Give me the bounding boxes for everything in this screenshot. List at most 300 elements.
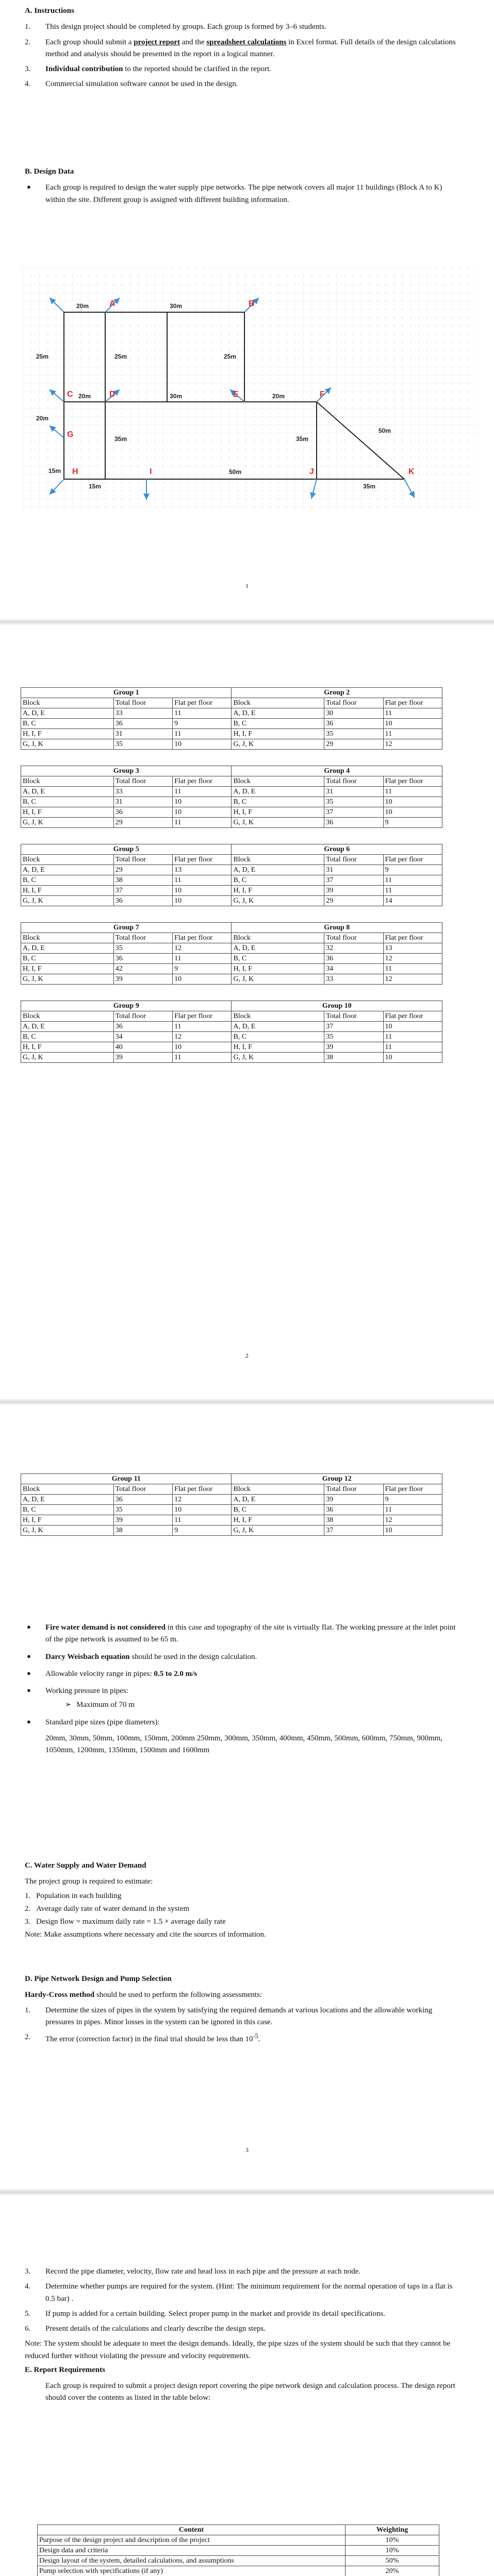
demand-item-3 [25, 1916, 458, 1928]
col-flat-per-floor: Flat per floor [173, 1484, 232, 1495]
col-flat-per-floor: Flat per floor [173, 776, 232, 787]
col-flat-per-floor: Flat per floor [173, 698, 232, 708]
list-number: 2. [25, 38, 31, 46]
instruction-1 [25, 21, 458, 33]
table-row [21, 739, 442, 750]
group-table-pair [21, 1001, 442, 1063]
col-block: Block [232, 1011, 324, 1022]
list-number: 3. [25, 65, 31, 73]
table-cell: 29 [113, 865, 172, 875]
table-row [21, 865, 442, 875]
table-cell: B, C [232, 719, 324, 729]
table-cell: 10 [173, 886, 232, 896]
table-cell: 37 [324, 875, 383, 886]
table-cell: H, I, F [232, 1042, 324, 1053]
list-number: 5. [25, 2309, 31, 2318]
col-block: Block [21, 855, 114, 865]
table-row [21, 1022, 442, 1032]
table-cell: A, D, E [232, 1022, 324, 1032]
table-cell: 12 [383, 974, 442, 985]
bullet-text: should be used in the design calculation. [129, 1652, 257, 1661]
node-k: K [408, 467, 415, 476]
instructions-list [25, 21, 458, 90]
list-number: 2. [25, 1904, 31, 1913]
table-cell: 11 [173, 708, 232, 719]
col-total-floor: Total floor [113, 933, 172, 943]
table-cell: 31 [113, 797, 172, 807]
table-cell: 36 [113, 1022, 172, 1032]
report-row [38, 2546, 439, 2556]
table-row [21, 1526, 442, 1536]
table-cell: 40 [113, 1042, 172, 1053]
table-cell: 36 [324, 1505, 383, 1515]
table-cell: 36 [113, 1495, 172, 1505]
table-cell: 12 [173, 1032, 232, 1042]
col-block: Block [21, 933, 114, 943]
group-title: Group 2 [232, 688, 442, 698]
design-data-bullet: ● Each group is required to design the water supply pipe networks. The pipe network covers all major 11 buildings (Block A to K) within the site. Different group is assigned with different building information. [25, 182, 458, 206]
col-flat-per-floor: Flat per floor [173, 933, 232, 943]
table-cell: 9 [383, 818, 442, 828]
table-cell: H, I, F [21, 886, 114, 896]
table-cell: A, D, E [21, 943, 114, 954]
group-title-row [21, 766, 442, 776]
table-cell: G, J, K [21, 739, 114, 750]
table-cell: B, C [232, 1032, 324, 1042]
fire-water-bullet [25, 1622, 458, 1646]
table-cell: B, C [232, 1505, 324, 1515]
table-cell: 35 [324, 1032, 383, 1042]
table-cell: G, J, K [232, 1053, 324, 1063]
table-cell: G, J, K [232, 974, 324, 985]
table-cell: G, J, K [21, 896, 114, 906]
group-header-row [21, 1011, 442, 1022]
table-cell: 11 [383, 1042, 442, 1053]
velocity-range: 0.5 to 2.0 m/s [154, 1669, 197, 1678]
table-cell: 38 [324, 1053, 383, 1063]
page-2 [0, 625, 494, 1398]
table-cell: 11 [173, 1022, 232, 1032]
node-a: A [109, 299, 116, 308]
darcy-bullet [25, 1651, 458, 1663]
table-cell: 32 [324, 943, 383, 954]
assumptions-section [25, 1622, 458, 1761]
table-cell: 11 [383, 1032, 442, 1042]
table-cell: H, I, F [232, 886, 324, 896]
table-cell: B, C [21, 1032, 114, 1042]
table-cell: A, D, E [21, 708, 114, 719]
individual-contribution-emphasis: Individual contribution [45, 65, 123, 73]
table-cell: 37 [113, 886, 172, 896]
fire-water-emphasis: Fire water demand is not considered [45, 1623, 166, 1632]
table-cell: 13 [383, 943, 442, 954]
col-flat-per-floor: Flat per floor [383, 1484, 442, 1495]
table-cell: 38 [113, 1526, 172, 1536]
group-title: Group 6 [232, 844, 442, 855]
col-block: Block [232, 776, 324, 787]
table-cell: 14 [383, 896, 442, 906]
report-weight-cell: 10% [345, 2546, 439, 2556]
table-row [21, 1515, 442, 1526]
table-cell: 10 [383, 719, 442, 729]
len-ij: 50m [229, 468, 242, 476]
table-row [21, 818, 442, 828]
table-cell: 37 [324, 1526, 383, 1536]
len-top-left: 20m [76, 302, 89, 310]
pipe-design-item-3 [25, 2266, 458, 2278]
list-number: 3. [25, 1918, 31, 1926]
table-cell: A, D, E [21, 865, 114, 875]
instruction-text: in Excel format. Full details of the design calculations method and analysis should be presented in the report in a logical manner. [45, 38, 456, 58]
report-content-cell: Design data and criteria [38, 2546, 345, 2556]
table-row [21, 1495, 442, 1505]
page-1 [0, 0, 494, 618]
len-di: 35m [114, 435, 127, 443]
instruction-2 [25, 37, 458, 61]
list-number: 3. [25, 2267, 31, 2276]
len-jk: 35m [363, 483, 376, 490]
pressure-max: ➢ Maximum of 70 m [45, 1699, 458, 1711]
group-table-pair [21, 844, 442, 906]
table-cell: B, C [21, 875, 114, 886]
table-cell: B, C [21, 719, 114, 729]
table-cell: 10 [173, 1505, 232, 1515]
table-cell: H, I, F [21, 1515, 114, 1526]
table-cell: 36 [324, 818, 383, 828]
demand-text: Average daily rate of water demand in the system [36, 1904, 190, 1913]
table-cell: 10 [173, 974, 232, 985]
instructions-heading: A. Instructions [25, 7, 74, 15]
group-header-row [21, 855, 442, 865]
table-cell: G, J, K [21, 974, 114, 985]
table-cell: B, C [232, 954, 324, 964]
pressure-bullet [25, 1685, 458, 1711]
design-data-heading: B. Design Data [25, 167, 74, 176]
table-cell: A, D, E [21, 1022, 114, 1032]
table-cell: 31 [324, 787, 383, 797]
demand-text: Design flow = maximum daily rate = 1.5 × average daily rate [36, 1918, 226, 1926]
table-cell: 35 [113, 1505, 172, 1515]
page-separator [0, 618, 494, 625]
table-cell: 39 [113, 974, 172, 985]
pipe-design-list-b [25, 2266, 458, 2335]
hardy-cross-emphasis: Hardy-Cross method [25, 1991, 95, 1999]
table-cell: 39 [324, 1042, 383, 1053]
item-text: If pump is added for a certain building. Select proper pump in the market and provide its detail specifications. [45, 2309, 385, 2318]
group-header-row [21, 776, 442, 787]
col-total-floor: Total floor [113, 1011, 172, 1022]
spreadsheet-emphasis: spreadsheet calculations [206, 38, 287, 46]
col-block: Block [21, 698, 114, 708]
table-cell: 10 [173, 807, 232, 818]
table-cell: 37 [324, 807, 383, 818]
table-cell: H, I, F [232, 964, 324, 974]
table-cell: 36 [113, 719, 172, 729]
table-cell: B, C [21, 954, 114, 964]
list-number: 6. [25, 2325, 31, 2333]
table-cell: H, I, F [21, 964, 114, 974]
table-cell: 39 [324, 886, 383, 896]
pipe-design-item-4 [25, 2281, 458, 2305]
len-de: 30m [170, 393, 183, 400]
table-cell: 12 [383, 954, 442, 964]
table-cell: A, D, E [21, 1495, 114, 1505]
group-title-row [21, 1001, 442, 1011]
table-cell: A, D, E [232, 865, 324, 875]
list-number: 1. [25, 23, 31, 31]
table-cell: G, J, K [232, 896, 324, 906]
table-cell: A, D, E [232, 708, 324, 719]
table-row [21, 807, 442, 818]
node-g: G [67, 430, 74, 439]
project-report-emphasis: project report [134, 38, 180, 46]
table-cell: 9 [383, 865, 442, 875]
table-cell: 10 [383, 807, 442, 818]
group-title: Group 1 [21, 688, 232, 698]
table-cell: 10 [173, 739, 232, 750]
col-total-floor: Total floor [113, 855, 172, 865]
table-cell: H, I, F [232, 807, 324, 818]
water-demand-note: Note: Make assumptions where necessary and cite the sources of information. [25, 1930, 266, 1939]
table-cell: H, I, F [21, 1042, 114, 1053]
table-cell: 11 [383, 886, 442, 896]
pipe-design-item-6 [25, 2323, 458, 2335]
page-3 [0, 1405, 494, 2189]
report-row [38, 2566, 439, 2576]
instruction-text: and the [180, 38, 207, 46]
item-exponent: -5 [253, 2032, 258, 2040]
group-title: Group 3 [21, 766, 232, 776]
demand-text: Population in each building [36, 1891, 122, 1900]
table-cell: 11 [173, 729, 232, 739]
table-row [21, 974, 442, 985]
table-cell: 10 [383, 1022, 442, 1032]
table-cell: A, D, E [21, 787, 114, 797]
group-table-pair [21, 766, 442, 828]
table-row [21, 943, 442, 954]
report-intro: Each group is required to submit a project design report covering the pipe network design and calculation process. The design report should cover the contents as listed in the table below: [45, 2382, 455, 2402]
demand-item-2 [25, 1903, 458, 1915]
table-cell: 37 [324, 1022, 383, 1032]
table-row [21, 875, 442, 886]
node-h: H [72, 467, 78, 476]
table-cell: H, I, F [232, 729, 324, 739]
group-title: Group 10 [232, 1001, 442, 1011]
table-row [21, 797, 442, 807]
pipe-design-note: Note: The system should be adequate to meet the design demands. Ideally, the pipe sizes of the system should be such that they cannot be reduced further without violating the pressure and velocity requirements. [25, 2340, 451, 2360]
item-text: The error (correction factor) in the final trial should be less than 10 [45, 2035, 253, 2043]
group-title: Group 11 [21, 1474, 232, 1484]
len-hi: 15m [89, 483, 102, 490]
table-cell: 12 [173, 1495, 232, 1505]
table-cell: 11 [383, 708, 442, 719]
len-fj: 35m [296, 435, 309, 443]
table-cell: 36 [113, 807, 172, 818]
instruction-text: Commercial simulation software cannot be used in the design. [45, 80, 238, 89]
list-number: 4. [25, 2282, 31, 2291]
bullet-text: Allowable velocity range in pipes: [45, 1669, 154, 1678]
water-demand-intro: The project group is required to estimate: [25, 1877, 153, 1886]
table-cell: 11 [173, 954, 232, 964]
report-content-cell: Pump selection with specifications (if any) [38, 2566, 345, 2576]
col-flat-per-floor: Flat per floor [383, 855, 442, 865]
group-header-row [21, 698, 442, 708]
velocity-bullet [25, 1668, 458, 1680]
table-cell: 10 [383, 797, 442, 807]
table-cell: 10 [383, 1526, 442, 1536]
pipe-design-section [25, 1973, 458, 2048]
group-title: Group 9 [21, 1001, 232, 1011]
table-cell: 35 [324, 797, 383, 807]
table-row [21, 1032, 442, 1042]
table-row [21, 787, 442, 797]
len-ad: 25m [114, 353, 127, 360]
report-col-content: Content [38, 2525, 345, 2535]
col-flat-per-floor: Flat per floor [173, 1011, 232, 1022]
table-cell: 10 [173, 896, 232, 906]
len-gh: 15m [48, 467, 61, 474]
table-row [21, 954, 442, 964]
page-number-3: 3 [245, 2146, 249, 2154]
instruction-3 [25, 63, 458, 75]
col-total-floor: Total floor [324, 855, 383, 865]
node-b: B [249, 299, 255, 308]
col-block: Block [232, 933, 324, 943]
col-block: Block [21, 1484, 114, 1495]
group-title-row [21, 923, 442, 933]
table-cell: 10 [383, 1053, 442, 1063]
node-f: F [320, 390, 325, 399]
table-cell: 31 [324, 865, 383, 875]
demand-item-1 [25, 1890, 458, 1902]
pipe-design-intro [25, 1989, 458, 2001]
col-total-floor: Total floor [324, 1011, 383, 1022]
table-cell: 12 [173, 943, 232, 954]
table-cell: 38 [324, 1515, 383, 1526]
group-title: Group 8 [232, 923, 442, 933]
table-cell: 36 [324, 954, 383, 964]
table-cell: G, J, K [21, 1053, 114, 1063]
table-cell: 36 [113, 896, 172, 906]
table-cell: 39 [113, 1053, 172, 1063]
node-d: D [109, 390, 116, 399]
item-text: Determine the sizes of pipes in the system by satisfying the required demands at various locations and the allowable working pressures in pipes. Minor losses in the system can be ignored in this case. [45, 2006, 433, 2026]
col-flat-per-floor: Flat per floor [173, 855, 232, 865]
table-cell: 11 [173, 875, 232, 886]
table-cell: 30 [324, 708, 383, 719]
group-table-pair [21, 687, 442, 750]
darcy-emphasis: Darcy Weisbach equation [45, 1652, 130, 1661]
pipe-sizes-bullet [25, 1717, 458, 1757]
col-flat-per-floor: Flat per floor [383, 776, 442, 787]
table-row [21, 886, 442, 896]
col-block: Block [232, 855, 324, 865]
table-cell: 11 [383, 729, 442, 739]
table-cell: G, J, K [21, 818, 114, 828]
page-4 [0, 2196, 494, 2576]
node-e: E [233, 390, 239, 399]
len-be: 25m [224, 353, 237, 360]
table-cell: 36 [324, 719, 383, 729]
table-cell: H, I, F [232, 1515, 324, 1526]
group-table-pair [21, 922, 442, 985]
design-data-bullets [25, 182, 458, 206]
assumptions-bullets [25, 1622, 458, 1756]
table-cell: 11 [383, 875, 442, 886]
water-demand-heading: C. Water Supply and Water Demand [25, 1861, 146, 1870]
group-title: Group 7 [21, 923, 232, 933]
table-cell: A, D, E [232, 1495, 324, 1505]
pipe-design-list-a [25, 2005, 458, 2046]
page-separator [0, 1398, 494, 1405]
instruction-4 [25, 78, 458, 90]
group-header-row [21, 933, 442, 943]
water-demand-section [25, 1860, 458, 1941]
table-row [21, 1505, 442, 1515]
table-row [21, 719, 442, 729]
group-table-pair [21, 1473, 442, 1536]
report-weight-cell: 10% [345, 2535, 439, 2546]
report-col-weight: Weighting [345, 2525, 439, 2535]
report-row [38, 2556, 439, 2566]
table-cell: B, C [232, 875, 324, 886]
water-demand-list [25, 1890, 458, 1928]
group-title-row [21, 1474, 442, 1484]
col-block: Block [232, 1484, 324, 1495]
table-cell: G, J, K [21, 1526, 114, 1536]
col-total-floor: Total floor [113, 698, 172, 708]
col-flat-per-floor: Flat per floor [383, 933, 442, 943]
pipe-design-item-5 [25, 2308, 458, 2320]
len-fk: 50m [378, 427, 391, 434]
table-cell: 9 [173, 1526, 232, 1536]
node-c: C [67, 390, 73, 399]
col-block: Block [21, 776, 114, 787]
table-cell: 39 [324, 1495, 383, 1505]
table-cell: 10 [173, 797, 232, 807]
table-cell: A, D, E [232, 787, 324, 797]
table-cell: 34 [113, 1032, 172, 1042]
report-header-row [38, 2525, 439, 2535]
table-cell: 38 [113, 875, 172, 886]
col-total-floor: Total floor [324, 698, 383, 708]
table-cell: 33 [113, 708, 172, 719]
table-cell: B, C [21, 797, 114, 807]
group-header-row [21, 1484, 442, 1495]
page-number-1: 1 [245, 582, 249, 589]
group-title: Group 5 [21, 844, 232, 855]
table-cell: G, J, K [232, 818, 324, 828]
table-cell: 39 [113, 1515, 172, 1526]
list-number: 2. [25, 2033, 31, 2041]
report-weight-cell: 20% [345, 2566, 439, 2576]
node-i: I [150, 467, 152, 476]
table-cell: 9 [173, 964, 232, 974]
col-block: Block [21, 1011, 114, 1022]
table-cell: 11 [383, 1505, 442, 1515]
table-cell: 34 [324, 964, 383, 974]
page-number-2: 2 [245, 1352, 249, 1359]
group-title: Group 12 [232, 1474, 442, 1484]
report-weighting-table [37, 2524, 439, 2576]
table-cell: 29 [113, 818, 172, 828]
table-row [21, 1053, 442, 1063]
table-cell: 35 [113, 943, 172, 954]
table-cell: 42 [113, 964, 172, 974]
col-flat-per-floor: Flat per floor [383, 698, 442, 708]
item-text-end: . [258, 2035, 260, 2043]
table-cell: 11 [383, 787, 442, 797]
